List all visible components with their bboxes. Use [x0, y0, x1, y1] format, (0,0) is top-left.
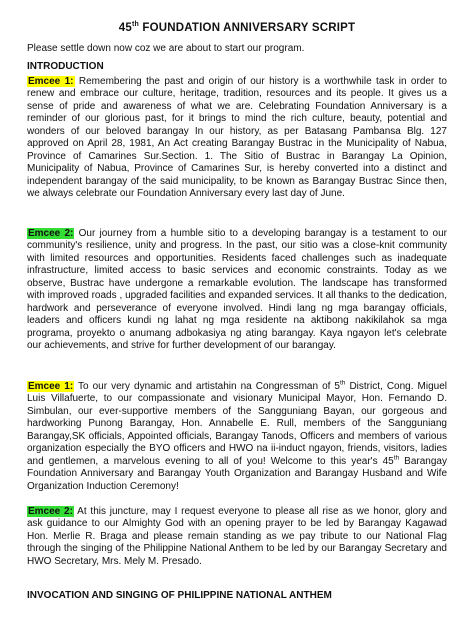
paragraph-text: At this juncture, may I request everyone to please all rise as we honor, glory and ask guidance to our Almighty God with an opening prayer to be led by Barangay Kagawad Hon. Merlie R. Braga and please remain standing as we pay tribute to our National Flag through the singing of the Philippine National Anthem to be led by our Barangay Secretary and HWO Secretary, Mrs. Mely M. Presado.: [27, 506, 447, 567]
paragraph-text-a: To our very dynamic and artistahin na Congressman of 5: [74, 381, 340, 392]
opening-line: Please settle down now coz we are about to start our program.: [27, 43, 305, 54]
speaker-label: Emcee 1:: [28, 76, 74, 87]
anthem-heading: INVOCATION AND SINGING OF PHILIPPINE NATIONAL ANTHEM: [27, 590, 332, 601]
speaker-label: Emcee 1:: [28, 381, 74, 392]
title-ordinal: th: [131, 21, 139, 29]
introduction-heading: INTRODUCTION: [27, 61, 104, 72]
paragraph-text-c: Barangay Foundation Anniversary and Barangay Youth Organization and Barangay Husband and Wife Organization Induction Ceremony!: [27, 455, 447, 492]
emcee2-paragraph-1: [27, 228, 447, 353]
emcee1-paragraph-2: [27, 381, 447, 493]
paragraph-text-b: District, Cong. Miguel Luis Villafuerte, to our compassionate and visionary Municipal Mayor, Hon. Fernando D. Simbulan, our ever-supportive members of the Sangguniang Bayan, our gorgeous and hardworking Punong Barangay, Hon. Annabelle E. Rull, members of the Sangguniang Barangay,SK officials, Appointed officials, Barangay Tanods, Officers and members of various organization especially the BYO officers and HWO na ii-induct ngayon, friends, visitors, ladies and gentlemen, a marvelous evening to all of you! Welcome to this year's 45: [27, 381, 447, 467]
speaker-label: Emcee 2:: [28, 228, 74, 239]
paragraph-text: Remembering the past and origin of our history is a worthwhile task in order to renew and embrace our culture, heritage, tradition, resources and its people. It gives us a sense of pride and awareness of what we are. Celebrating Foundation Anniversary is a reminder of our glorious past, for it brings to mind the rich culture, beauty, potential and wonders of our beloved barangay In our history, as per Batasang Pambansa Blg. 127 approved on April 28, 1981, An Act creating Barangay Bustrac in the Municipality of Nabua, Province of Camarines Sur.Section. 1. The Sitio of Bustrac in Barangay La Opinion, Municipality of Nabua, Province of Camarines Sur, is hereby converted into a distinct and independent barangay of the said municipality, to be known as Barangay Bustrac Since then, we always celebrate our Foundation Anniversary every last day of June.: [27, 76, 447, 200]
speaker-label: Emcee 2:: [28, 506, 73, 517]
title-text: FOUNDATION ANNIVERSARY SCRIPT: [139, 22, 356, 34]
ordinal-suffix: th: [393, 454, 400, 462]
paragraph-text: Our journey from a humble sitio to a developing barangay is a testament to our community's resilience, unity and progress. In the past, our sitio was a close-knit community with limited resources and opportunities. Residents faced challenges such as inadequate infrastructure, limited access to basic services and economic constraints. Today as we observe, Bustrac have undergone a remarkable evolution. The landscape has transformed with improved roads , upgraded facilities and expanded services. It all thanks to the dedication, hardwork and perseverance of everyone involved. Hindi lang ng mga barangay officials, leaders and officers kundi ng lahat ng mga residente na aktibong nakikilahok sa mga programa, proyekto o anumang adbokasiya ng ating barangay. Kaya ngayon let's celebrate our achievements, and strive for further development of our barangay.: [27, 228, 447, 352]
title-number: 45: [118, 22, 132, 34]
ordinal-suffix: th: [340, 379, 346, 387]
emcee2-paragraph-2: [27, 506, 447, 568]
emcee1-paragraph-1: [27, 76, 447, 201]
document-title: [0, 22, 474, 34]
